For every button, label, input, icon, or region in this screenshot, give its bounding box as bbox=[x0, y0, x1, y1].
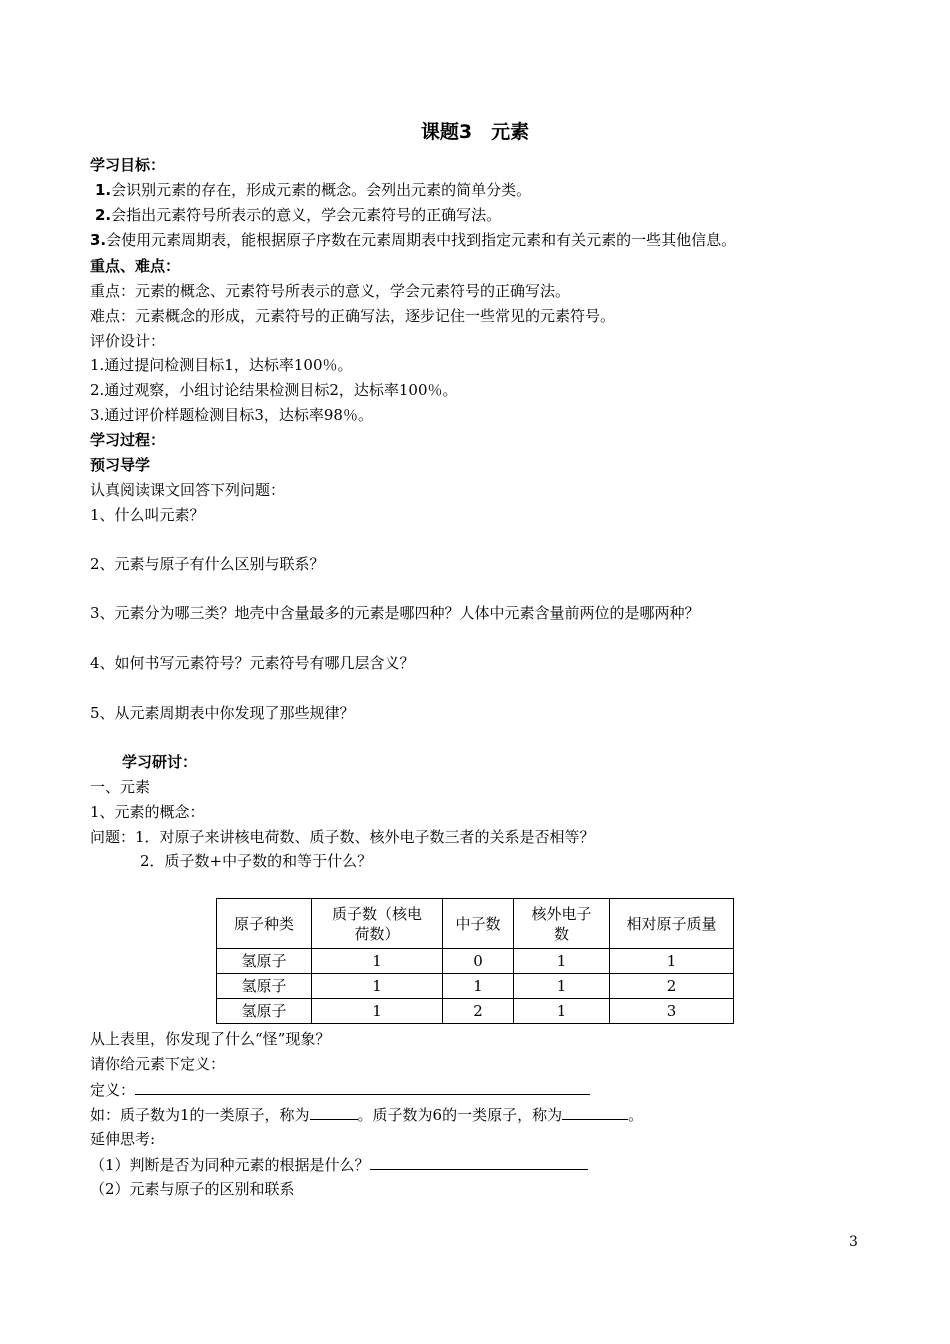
table-header-cell: 中子数 bbox=[443, 899, 514, 949]
table-cell: 1 bbox=[610, 949, 734, 974]
answer-blank[interactable] bbox=[562, 1104, 628, 1120]
objectives-heading: 学习目标： bbox=[90, 156, 166, 174]
objective-num: 3. bbox=[90, 231, 107, 249]
preview-question: 3、元素分为哪三类？地壳中含量最多的元素是哪四种？人体中元素含量前两位的是哪两种？ bbox=[90, 604, 700, 622]
table-header-cell: 原子种类 bbox=[217, 899, 312, 949]
table-cell: 1 bbox=[312, 999, 443, 1024]
evaluation-item: 2.通过观察，小组讨论结果检测目标2，达标率100％。 bbox=[90, 381, 458, 399]
table-cell: 3 bbox=[610, 999, 734, 1024]
observe-question: 从上表里，你发现了什么“怪”现象？ bbox=[90, 1030, 331, 1048]
difficulty-text: 难点：元素概念的形成，元素符号的正确写法，逐步记住一些常见的元素符号。 bbox=[90, 307, 616, 325]
table-row bbox=[217, 974, 734, 999]
objective-item bbox=[90, 230, 736, 250]
study-heading: 学习研讨： bbox=[122, 753, 198, 771]
objective-text: 会使用元素周期表，能根据原子序数在元素周期表中找到指定元素和有关元素的一些其他信息。 bbox=[106, 231, 737, 249]
section-title: 一、元素 bbox=[90, 778, 151, 796]
objective-text: 会指出元素符号所表示的意义，学会元素符号的正确写法。 bbox=[111, 206, 502, 224]
preview-question: 4、如何书写元素符号？元素符号有哪几层含义？ bbox=[90, 654, 415, 672]
preview-heading: 预习导学 bbox=[90, 456, 151, 474]
table-header-cell: 相对原子质量 bbox=[610, 899, 734, 949]
table-row bbox=[217, 999, 734, 1024]
table-cell: 1 bbox=[514, 999, 610, 1024]
objective-item bbox=[95, 205, 501, 225]
table-cell: 2 bbox=[443, 999, 514, 1024]
table-header-cell: 核外电子 数 bbox=[514, 899, 610, 949]
define-prompt: 请你给元素下定义： bbox=[90, 1055, 226, 1073]
table-cell: 氢原子 bbox=[217, 974, 312, 999]
extend-heading: 延伸思考: bbox=[90, 1130, 156, 1148]
table-cell: 氢原子 bbox=[217, 949, 312, 974]
focus-text: 重点：元素的概念、元素符号所表示的意义，学会元素符号的正确写法。 bbox=[90, 282, 571, 300]
table-cell: 1 bbox=[514, 974, 610, 999]
objective-num: 2. bbox=[95, 206, 112, 224]
page-number: 3 bbox=[849, 1234, 858, 1250]
page-title: 课题3 元素 bbox=[420, 121, 530, 143]
answer-blank[interactable] bbox=[370, 1154, 588, 1170]
objective-item bbox=[95, 180, 531, 200]
table-cell: 0 bbox=[443, 949, 514, 974]
preview-question: 2、元素与原子有什么区别与联系？ bbox=[90, 555, 325, 573]
objective-num: 1. bbox=[95, 181, 112, 199]
example-line: 如：质子数为1的一类原子，称为 。质子数为6的一类原子，称为 。 bbox=[90, 1106, 644, 1124]
table-cell: 氢原子 bbox=[217, 999, 312, 1024]
preview-intro: 认真阅读课文回答下列问题： bbox=[90, 481, 286, 499]
keypoints-heading: 重点、难点： bbox=[90, 257, 181, 275]
evaluation-item: 3.通过评价样题检测目标3，达标率98％。 bbox=[90, 406, 373, 424]
table-cell: 2 bbox=[610, 974, 734, 999]
process-heading: 学习过程： bbox=[90, 431, 166, 449]
objective-text: 会识别元素的存在，形成元素的概念。会列出元素的简单分类。 bbox=[111, 181, 532, 199]
table-cell: 1 bbox=[514, 949, 610, 974]
question-2: 2．质子数+中子数的和等于什么？ bbox=[140, 852, 373, 870]
preview-question: 1、什么叫元素？ bbox=[90, 506, 205, 524]
table-cell: 1 bbox=[443, 974, 514, 999]
answer-blank[interactable] bbox=[310, 1104, 358, 1120]
extend-question: （1）判断是否为同种元素的根据是什么？ bbox=[90, 1154, 588, 1175]
table-row bbox=[217, 949, 734, 974]
extend-question: （2）元素与原子的区别和联系 bbox=[90, 1180, 295, 1198]
table-header-row bbox=[217, 899, 734, 949]
table-cell: 1 bbox=[312, 974, 443, 999]
question-1: 问题：1．对原子来讲核电荷数、质子数、核外电子数三者的关系是否相等？ bbox=[90, 828, 595, 846]
evaluation-heading: 评价设计： bbox=[90, 332, 166, 350]
table-cell: 1 bbox=[312, 949, 443, 974]
definition-blank[interactable] bbox=[135, 1079, 590, 1095]
definition-line bbox=[90, 1079, 590, 1100]
table-header-cell: 质子数（核电 荷数） bbox=[312, 899, 443, 949]
preview-question: 5、从元素周期表中你发现了那些规律？ bbox=[90, 704, 355, 722]
define-label: 定义： bbox=[90, 1081, 136, 1099]
evaluation-item: 1.通过提问检测目标1，达标率100％。 bbox=[90, 356, 353, 374]
subsection-title: 1、元素的概念： bbox=[90, 803, 205, 821]
atom-table bbox=[216, 898, 734, 1024]
